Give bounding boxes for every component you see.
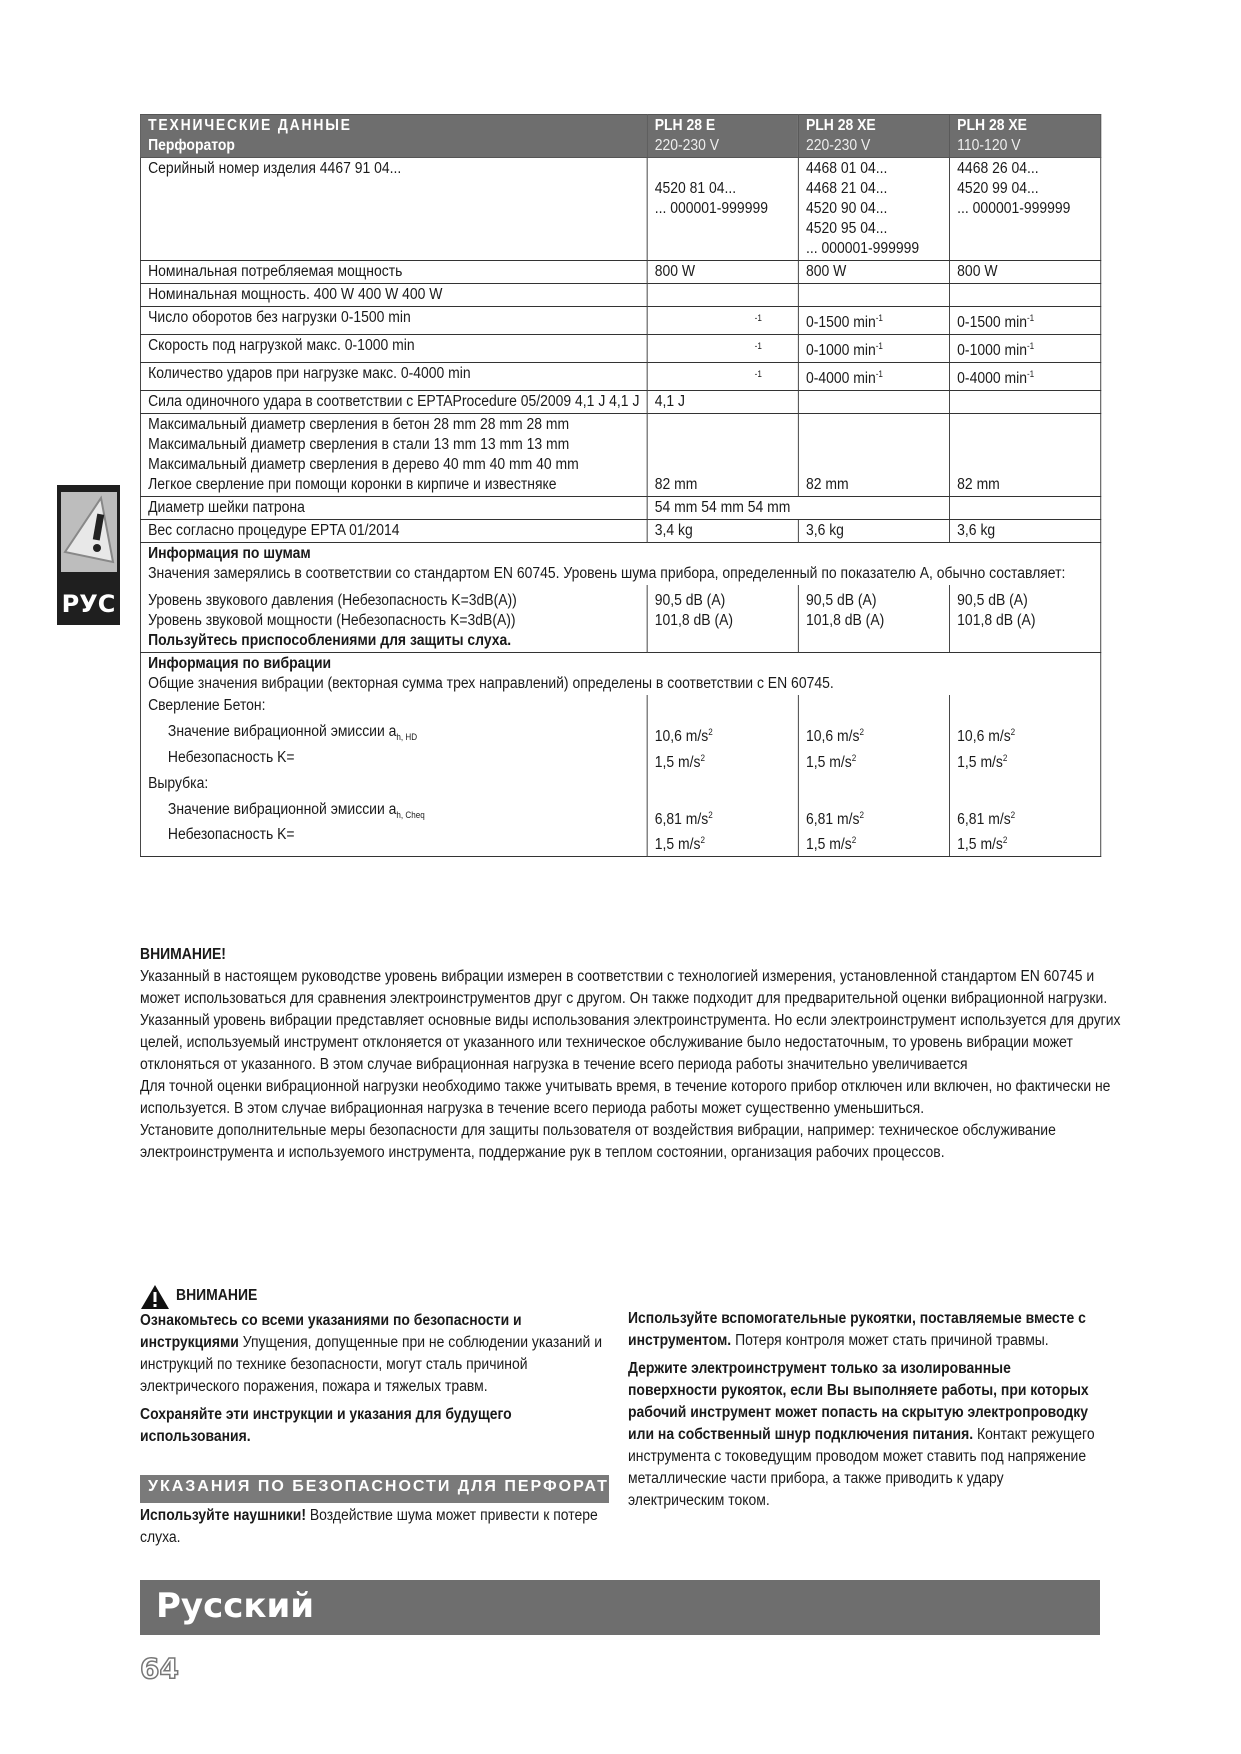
rpm-exp: -1	[754, 313, 762, 323]
weight-label: Вес согласно процедуре EPTA 01/2014	[140, 520, 647, 543]
weight-c2: 3,4 kg	[647, 520, 798, 543]
attention-p4: Установите дополнительные меры безопасности для защиты пользователя от воздействия вибрации, например: техническое обслуживание электроинструмента и используемого инструмента, поддержание рук в теплом состоянии, организация рабочих процессов.	[140, 1122, 1056, 1161]
load-speed-c3: 0-1000 $\min^{-1}$	[798, 335, 949, 363]
rpm-c3: 0-1500 $\min^{-1}$	[798, 307, 949, 335]
hearing-protection-text: Используйте наушники! Воздействие шума может привести к потере слуха.	[140, 1507, 598, 1546]
power-in-label: Номинальная потребляемая мощность	[140, 261, 647, 284]
spec-header-row	[140, 115, 1100, 158]
attention-p1: Указанный в настоящем руководстве уровень вибрации измерен в соответствии с технологией измерения, установленной стандартом EN 60745 и может использоваться для сравнения электроинструментов друг с другом. Он также подходит для предварительной оценки вибрационной нагрузки.	[140, 968, 1108, 1007]
vibration-values-row	[140, 695, 1100, 856]
impacts-c4: 0-4000 $\min^{-1}$	[950, 363, 1101, 391]
drill-labels: Максимальный диаметр сверления в бетон 28 mm 28 mm 28 mm Максимальный диаметр сверления в стали 13 mm 13 mm 13 mm Максимальный диаметр сверления в дерево 40 mm 40 mm 40 mm Легкое сверление при помощи коронки в кирпиче и известняке	[140, 414, 647, 497]
serial-c4: 4468 26 04... 4520 99 04... ... 000001-999999	[950, 158, 1101, 261]
warning-right-column: Используйте вспомогательные рукоятки, поставляемые вместе с инструментом. Потеря контроля может стать причиной травмы. Держите электроинструмент только за изолированные поверхности рукояток, если Вы выполняете работы, при которых рабочий инструмент может попасть на скрытую электропроводку или на собственный шнур подключения питания. Контакт режущего инструмента с токоведущим проводом может ставить под напряжение металлические части прибора, а также приводить к удару электрическим током.	[628, 1310, 1095, 1509]
load-speed-row	[140, 335, 1100, 363]
drill-c2: 82 mm	[647, 414, 798, 497]
attention-p3: Для точной оценки вибрационной нагрузки необходимо также учитывать время, в течение которого прибор отключен или включен, но фактически не используется. В этом случае вибрационная нагрузка в течение всего периода работы может существенно уменьшиться.	[140, 1078, 1111, 1117]
model-col-3: PLH 28 XE 110-120 V	[950, 115, 1101, 158]
serial-row	[140, 158, 1100, 261]
noise-intro: Информация по шумам Значения замерялись в соответствии со стандартом EN 60745. Уровень шума прибора, определенный по показателю А, обычно составляет:	[140, 543, 1100, 586]
perforator-safety-header: УКАЗАНИЯ ПО БЕЗОПАСНОСТИ ДЛЯ ПЕРФОРАТОРА	[140, 1475, 609, 1503]
language-tab-label: РУС	[61, 590, 116, 618]
page-number: 64	[140, 1652, 179, 1685]
drill-c3: 82 mm	[798, 414, 949, 497]
serial-label: Серийный номер изделия 4467 91 04...	[140, 158, 647, 261]
noise-c4: 90,5 dB (A) 101,8 dB (A)	[950, 585, 1101, 653]
weight-row	[140, 520, 1100, 543]
power-in-c3: 800 W	[798, 261, 949, 284]
impacts-label: Количество ударов при нагрузке макс. 0-4000 min	[140, 363, 647, 391]
model-col-1: PLH 28 E 220-230 V	[647, 115, 798, 158]
warning-side-icon	[61, 492, 117, 572]
serial-c3: 4468 01 04... 4468 21 04... 4520 90 04... 4520 95 04... ... 000001-999999	[798, 158, 949, 261]
rpm-label: Число оборотов без нагрузки 0-1500 min	[140, 307, 647, 335]
vibration-c4: 10,6 $m/s^2$ 1,5 $m/s^2$ 6,81 $m/s^2$ 1,5 $m/s^2$	[950, 695, 1101, 856]
impacts-exp: -1	[754, 369, 762, 380]
serial-c2: 4520 81 04... ... 000001-999999	[647, 158, 798, 261]
weight-c4: 3,6 kg	[950, 520, 1101, 543]
vibration-intro: Информация по вибрации Общие значения вибрации (векторная сумма трех направлений) определены в соответствии с EN 60745.	[140, 653, 1100, 696]
impact-energy-row	[140, 391, 1100, 414]
vibration-labels: Сверление Бетон: Значение вибрационной эмиссии $a_{h, HD}$ Небезопасность K= Вырубка: Значение вибрационной эмиссии $a_{h, Cheq}$ Небезопасность K=	[140, 695, 647, 856]
attention-section	[140, 944, 1130, 1164]
footer-language-title: Русский	[156, 1586, 315, 1626]
noise-title-row	[140, 543, 1100, 586]
impacts-c3: 0-4000 $\min^{-1}$	[798, 363, 949, 391]
warning-left-column: Ознакомьтесь со всеми указаниями по безопасности и инструкциями Упущения, допущенные при не соблюдении указаний и инструкций по технике безопасности, могут сталь причиной электрического поражения, пожара и тяжелых травм. Сохраняйте эти инструкции и указания для будущего использования.	[140, 1312, 602, 1445]
vibration-title-row	[140, 653, 1100, 696]
noise-values-row	[140, 585, 1100, 653]
collar-value: 54 mm 54 mm 54 mm	[647, 497, 949, 520]
vibration-c3: 10,6 $m/s^2$ 1,5 $m/s^2$ 6,81 $m/s^2$ 1,5 $m/s^2$	[798, 695, 949, 856]
power-in-c4: 800 W	[950, 261, 1101, 284]
drill-row	[140, 414, 1100, 497]
load-speed-exp: -1	[754, 341, 762, 352]
drill-c4: 82 mm	[950, 414, 1101, 497]
warning-title: ВНИМАНИЕ	[176, 1287, 258, 1304]
attention-title: ВНИМАНИЕ!	[140, 946, 226, 963]
weight-c3: 3,6 kg	[798, 520, 949, 543]
power-in-c2: 800 W	[647, 261, 798, 284]
collar-label: Диаметр шейки патрона	[140, 497, 647, 520]
impact-energy-c2: 4,1 J	[647, 391, 798, 414]
noise-c3: 90,5 dB (A) 101,8 dB (A)	[798, 585, 949, 653]
load-speed-c4: 0-1000 $\min^{-1}$	[950, 335, 1101, 363]
attention-p2: Указанный уровень вибрации представляет основные виды использования электроинструмента. Но если электроинструмент используется для других целей, используемый инструмент отклоняется от указанного или техническое обслуживание было недостаточным, то уровень вибрации может отклоняться от указанного. В этом случае вибрационная нагрузка в течение всего периода работы значительно увеличивается	[140, 1012, 1121, 1073]
vibration-c2: 10,6 $m/s^2$ 1,5 $m/s^2$ 6,81 $m/s^2$ 1,5 $m/s^2$	[647, 695, 798, 856]
power-in-row	[140, 261, 1100, 284]
spec-table	[140, 114, 1101, 857]
impacts-row	[140, 363, 1100, 391]
noise-labels: Уровень звукового давления (Небезопасность K=3dB(A)) Уровень звуковой мощности (Небезопасность K=3dB(A)) Пользуйтесь приспособлениями для защиты слуха.	[140, 585, 647, 653]
model-col-2: PLH 28 XE 220-230 V	[798, 115, 949, 158]
noise-c2: 90,5 dB (A) 101,8 dB (A)	[647, 585, 798, 653]
rpm-row	[140, 307, 1100, 335]
rpm-c4: 0-1500 $\min^{-1}$	[950, 307, 1101, 335]
load-speed-label: Скорость под нагрузкой макс. 0-1000 min	[140, 335, 647, 363]
power-out-row	[140, 284, 1100, 307]
collar-row	[140, 497, 1100, 520]
impact-energy-label: Сила одиночного удара в соответствии с EPTAProcedure 05/2009 4,1 J 4,1 J	[140, 391, 647, 414]
spec-header-title: ТЕХНИЧЕСКИЕ ДАННЫЕ Перфоратор	[140, 115, 647, 158]
power-out-label: Номинальная мощность. 400 W 400 W 400 W	[140, 284, 647, 307]
